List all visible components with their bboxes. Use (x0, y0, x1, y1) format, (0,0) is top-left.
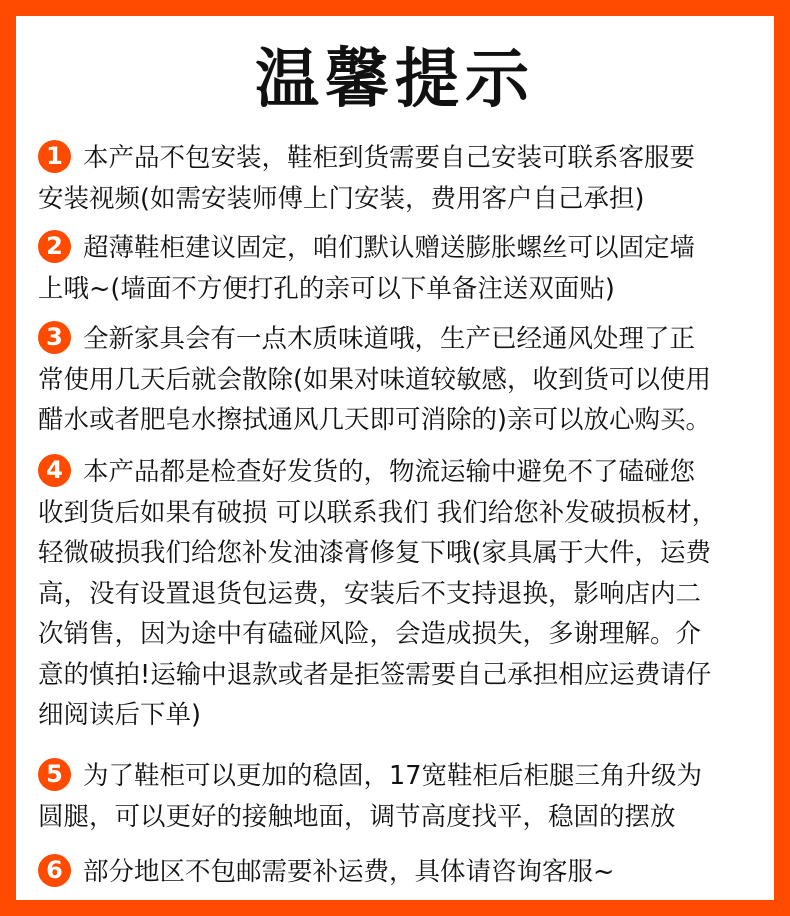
notice-3 (38, 319, 758, 441)
notice-3-line-1 (38, 319, 758, 360)
notice-1-line-1 (38, 138, 758, 179)
notice-4-line-1 (38, 452, 758, 493)
notice-1-number-badge: 1 (38, 140, 71, 173)
notice-5-line-1 (38, 756, 758, 797)
notice-4-line-2: 收到货后如果有破损 可以联系我们 我们给您补发破损板材， (38, 497, 718, 528)
notice-6-text: 部分地区不包邮需要补运费，具体请咨询客服~ (83, 857, 615, 887)
notice-2 (38, 228, 758, 309)
notice-3-line-3: 醋水或者肥皂水擦拭通风几天即可消除的)亲可以放心购买。 (38, 405, 711, 435)
notice-5 (38, 756, 758, 837)
notice-4-text: 本产品都是检查好发货的，物流运输中避免不了磕碰您 (83, 457, 696, 487)
page-title: 温馨提示 (255, 43, 535, 117)
notice-2-line-2: 上哦~(墙面不方便打孔的亲可以下单备注送双面贴) (38, 273, 615, 304)
notice-1-line-2: 安装视频(如需安装师傅上门安装，费用客户自己承担) (38, 183, 645, 214)
notice-1 (38, 138, 758, 219)
notice-5-text: 为了鞋柜可以更加的稳固，17宽鞋柜后柜腿三角升级为 (83, 761, 702, 791)
notice-5-line-2: 圆腿，可以更好的接触地面，调节高度找平，稳固的摆放 (38, 801, 676, 832)
notice-4-line-6: 意的慎拍!运输中退款或者是拒签需要自己承担相应运费请仔 (38, 659, 712, 690)
notice-6-line-1 (38, 852, 758, 893)
notice-5-number-badge: 5 (38, 758, 71, 791)
notice-1-text: 本产品不包安装，鞋柜到货需要自己安装可联系客服要 (83, 143, 696, 173)
notice-3-text: 全新家具会有一点木质味道哦，生产已经通风处理了正 (83, 324, 696, 354)
notice-3-number-badge: 3 (38, 321, 71, 354)
notice-4-number-badge: 4 (38, 454, 71, 487)
notice-4 (38, 452, 758, 736)
notice-2-number-badge: 2 (38, 230, 71, 263)
notice-4-line-7: 细阅读后下单) (38, 700, 201, 730)
notice-3-line-2: 常使用几天后就会散除(如果对味道较敏感，收到货可以使用 (38, 364, 711, 395)
notice-6 (38, 852, 758, 893)
notice-2-text: 超薄鞋柜建议固定，咱们默认赠送膨胀螺丝可以固定墙 (83, 233, 696, 263)
notice-2-line-1 (38, 228, 758, 269)
notice-4-line-3: 轻微破损我们给您补发油漆膏修复下哦(家具属于大件，运费 (38, 538, 711, 568)
notice-4-line-5: 次销售，因为途中有磕碰风险，会造成损失，多谢理解。介 (38, 619, 702, 649)
notice-4-line-4: 高，没有设置退货包运费，安装后不支持退换，影响店内二 (38, 578, 702, 609)
notice-6-number-badge: 6 (38, 854, 71, 887)
